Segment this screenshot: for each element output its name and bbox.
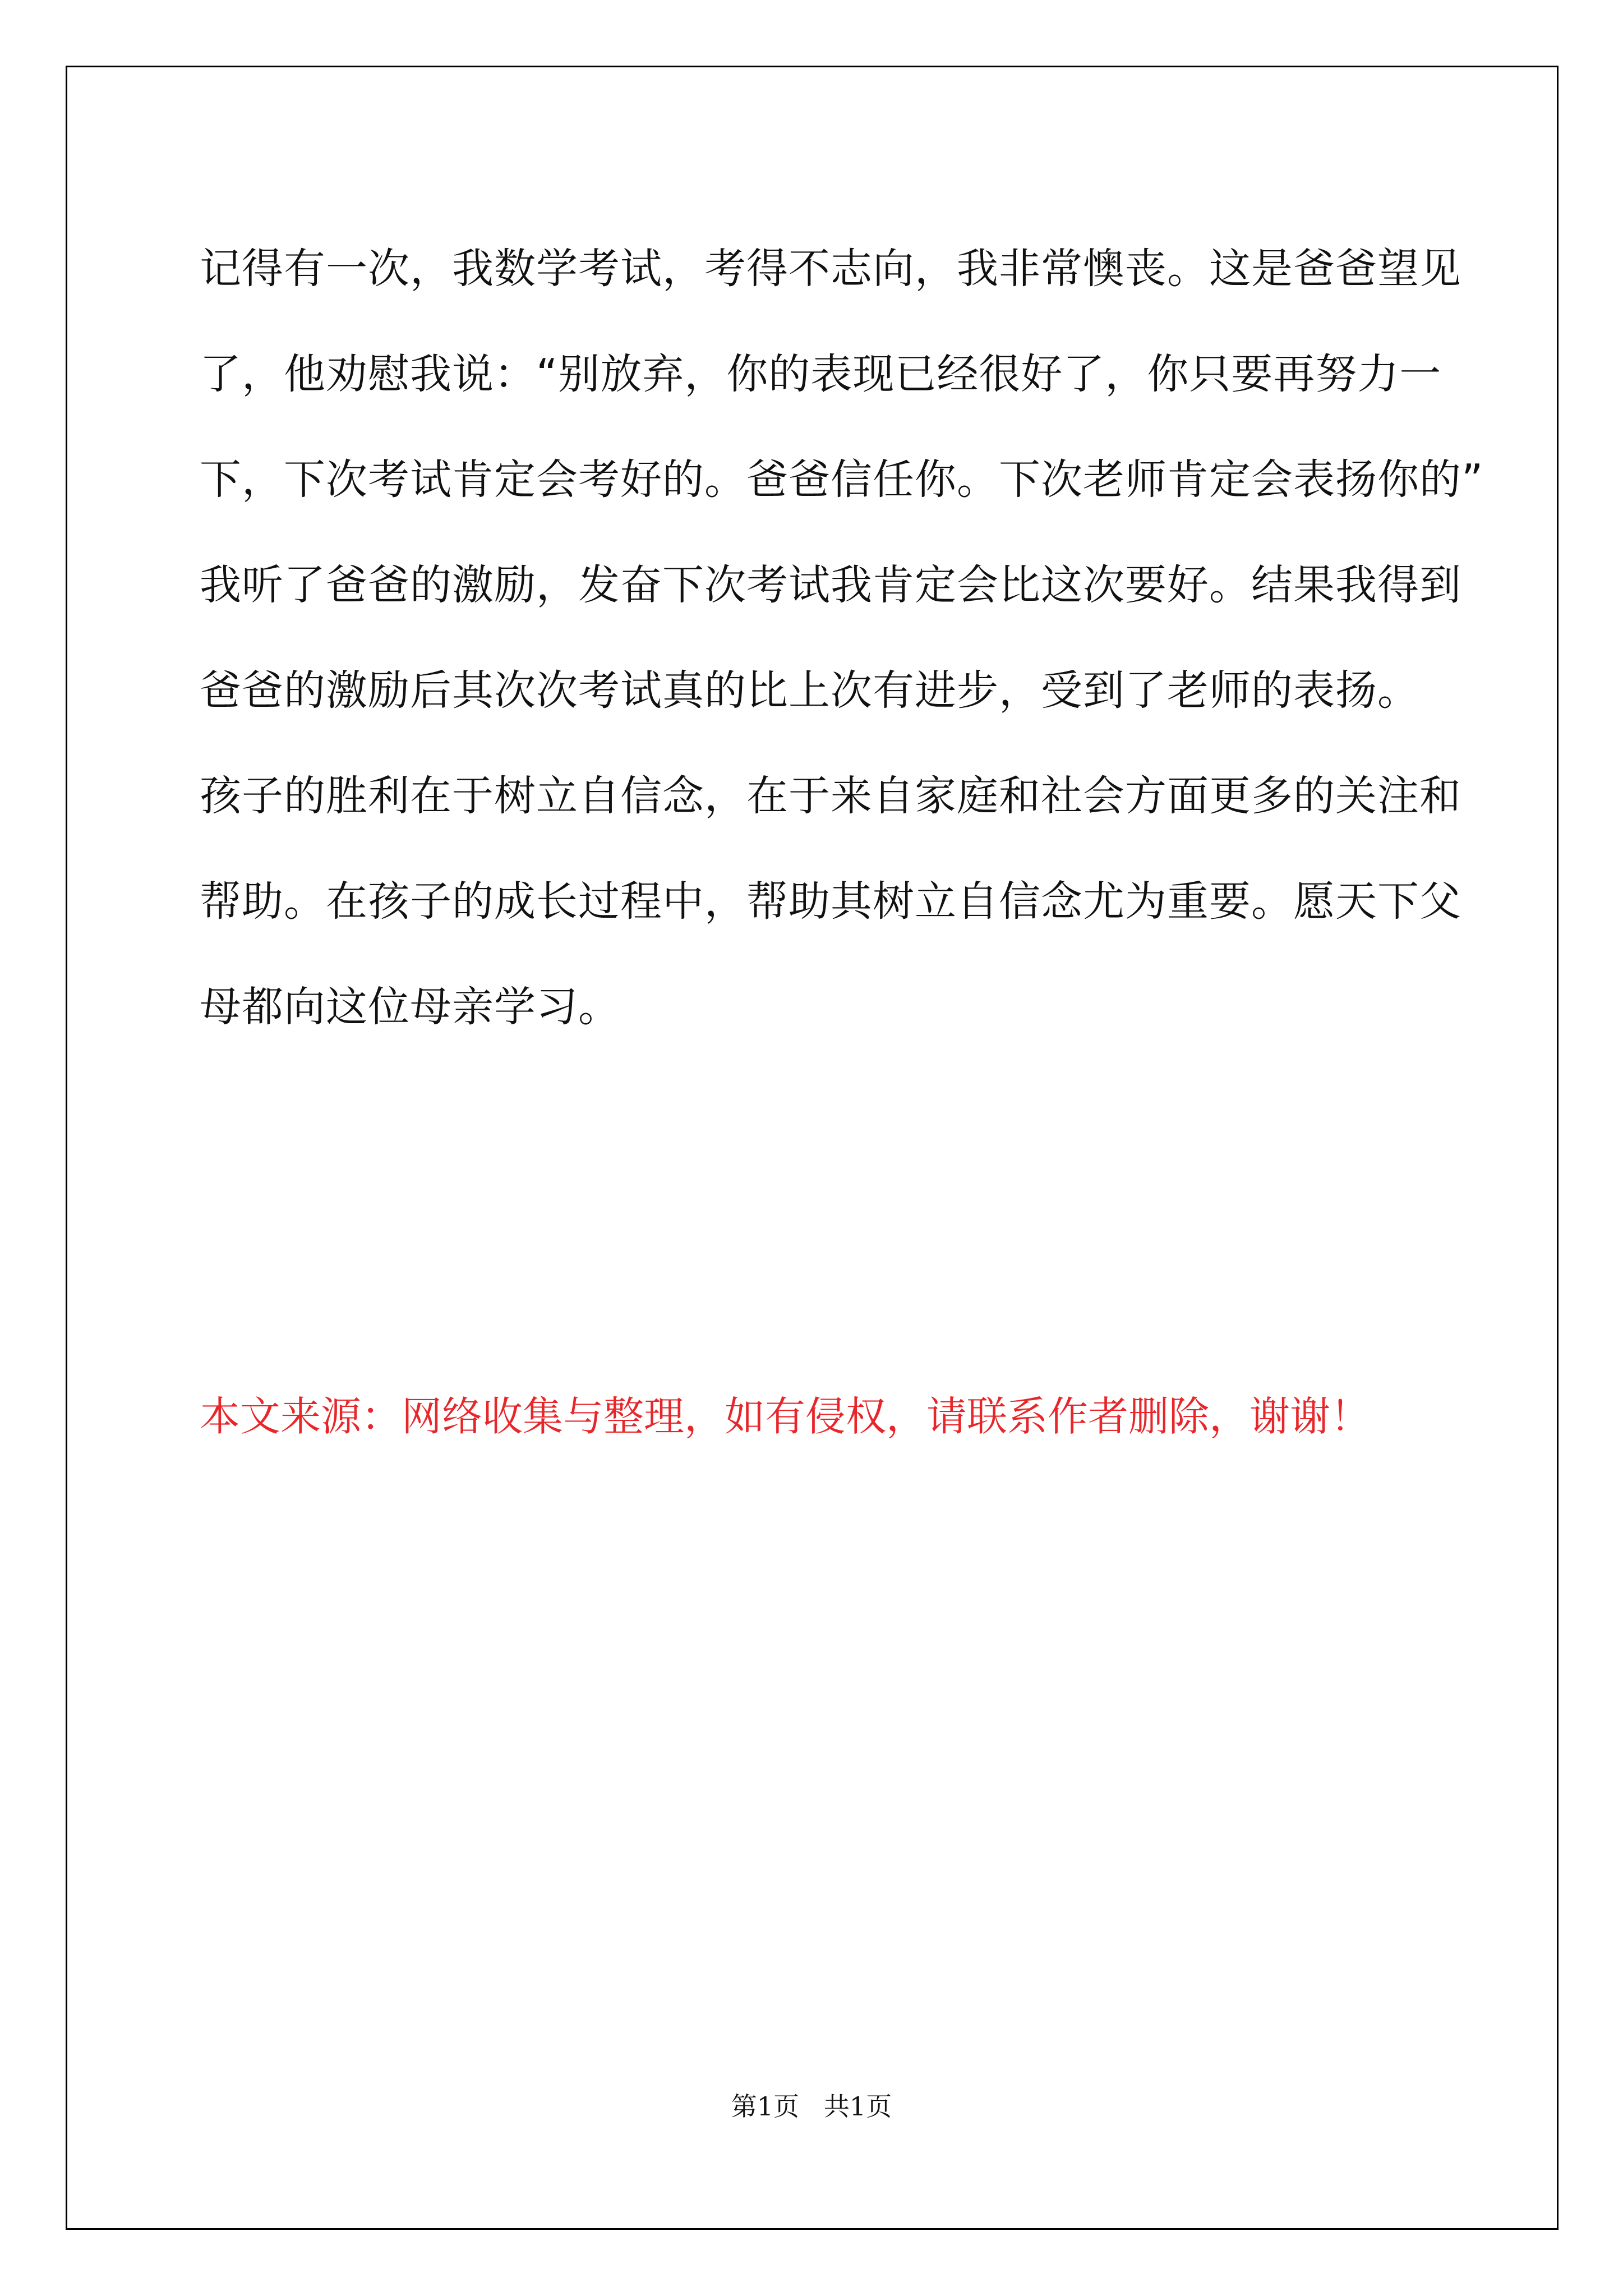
body-line-7: 帮助。在孩子的成长过程中，帮助其树立自信念尤为重要。愿天下父 <box>200 877 1461 926</box>
document-body <box>200 216 1484 1060</box>
body-line-6: 孩子的胜利在于树立自信念，在于来自家庭和社会方面更多的关注和 <box>200 772 1461 820</box>
page-footer: 第1页 共1页 <box>731 2091 892 2122</box>
body-line-1: 记得有一次，我数学考试，考得不志向，我非常懊丧。这是爸爸望见 <box>200 245 1461 293</box>
body-line-2: 了，他劝慰我说：“别放弃，你的表现已经很好了，你只要再努力一 <box>200 350 1442 398</box>
source-note: 本文来源：网络收集与整理，如有侵权，请联系作者删除，谢谢！ <box>200 1393 1371 1440</box>
body-line-4: 我听了爸爸的激励，发奋下次考试我肯定会比这次要好。结果我得到 <box>200 561 1461 609</box>
body-line-3: 下，下次考试肯定会考好的。爸爸信任你。下次老师肯定会表扬你的” <box>200 455 1484 504</box>
body-line-5: 爸爸的激励后其次次考试真的比上次有进步，受到了老师的表扬。 <box>200 666 1419 715</box>
body-line-8: 母都向这位母亲学习。 <box>200 983 620 1031</box>
